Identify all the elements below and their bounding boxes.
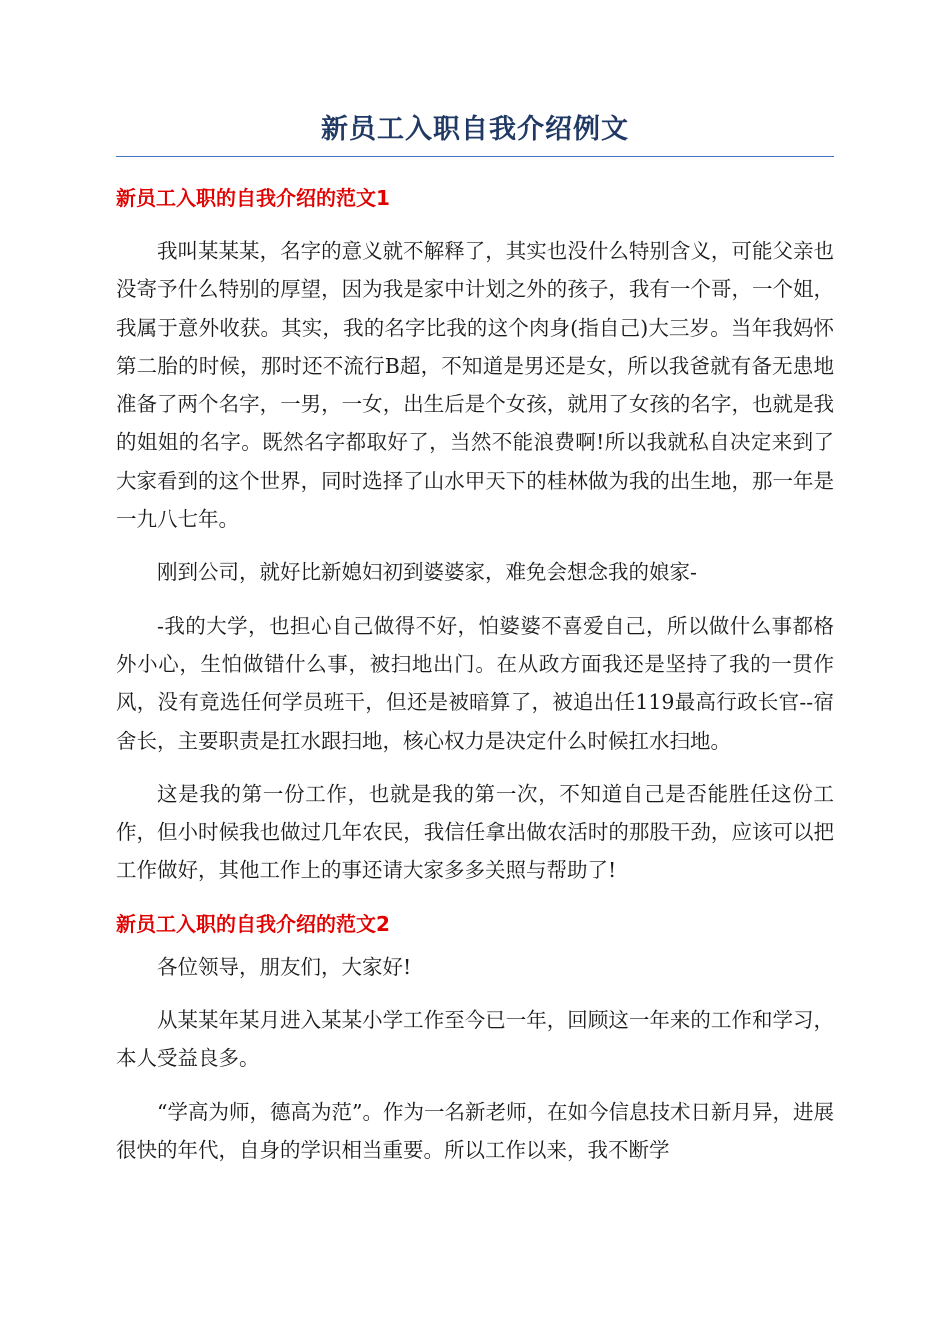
paragraph: “学高为师，德高为范”。作为一名新老师，在如今信息技术日新月异，进展很快的年代，自身的学识相当重要。所以工作以来，我不断学 <box>116 1099 834 1162</box>
paragraph: 刚到公司，就好比新媳妇初到婆婆家，难免会想念我的娘家- <box>157 560 697 585</box>
paragraph: 从某某年某月进入某某小学工作至今已一年，回顾这一年来的工作和学习，本人受益良多。 <box>116 1008 834 1071</box>
paragraph: 各位领导，朋友们，大家好! <box>157 954 412 979</box>
paragraph: -我的大学，也担心自己做得不好，怕婆婆不喜爱自己，所以做什么事都格外小心，生怕做错什么事，被扫地出门。在从政方面我还是坚持了我的一贯作风，没有竟选任何学员班干，但还是被暗算了，被追出任119最高行政长官--宿舍长，主要职责是扛水跟扫地，核心权力是决定什么时候扛水扫地。 <box>116 613 834 753</box>
section-heading-1: 新员工入职的自我介绍的范文1 <box>116 186 390 210</box>
document-title: 新员工入职自我介绍例文 <box>116 110 834 157</box>
document-page <box>116 110 834 1169</box>
paragraph: 这是我的第一份工作，也就是我的第一次，不知道自己是否能胜任这份工作，但小时候我也做过几年农民，我信任拿出做农活时的那股干劲，应该可以把工作做好，其他工作上的事还请大家多多关照与帮助了! <box>116 781 834 883</box>
paragraph: 我叫某某某，名字的意义就不解释了，其实也没什么特别含义，可能父亲也没寄予什么特别的厚望，因为我是家中计划之外的孩子，我有一个哥，一个姐，我属于意外收获。其实，我的名字比我的这个肉身(指自己)大三岁。当年我妈怀第二胎的时候，那时还不流行B超，不知道是男还是女，所以我爸就有备无患地准备了两个名字，一男，一女，出生后是个女孩，就用了女孩的名字，也就是我的姐姐的名字。既然名字都取好了，当然不能浪费啊!所以我就私自决定来到了大家看到的这个世界，同时选择了山水甲天下的桂林做为我的出生地，那一年是一九八七年。 <box>116 239 834 532</box>
section-heading-2: 新员工入职的自我介绍的范文2 <box>116 911 390 936</box>
